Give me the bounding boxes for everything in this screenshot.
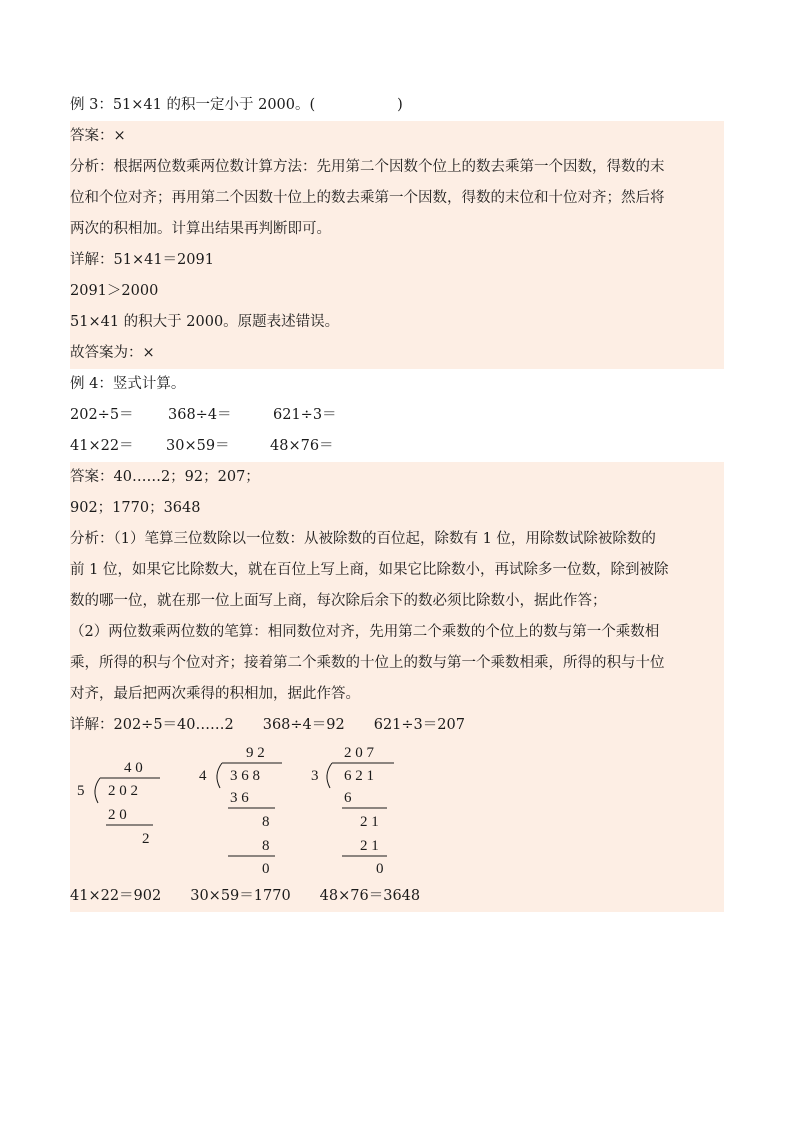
ex4-analysis-line: 对齐，最后把两次乘得的积相加，据此作答。 — [70, 679, 724, 710]
ex3-detail-line: 51×41 的积大于 2000。原题表述错误。 — [70, 307, 724, 338]
ex4-title: 例 4：竖式计算。 — [70, 376, 186, 392]
ex3-question — [70, 90, 724, 121]
dividend: 6 2 1 — [344, 768, 374, 784]
ex4-analysis-line: 前 1 位，如果它比除数大，就在百位上写上商，如果它比除数小，再试除多一位数，除到被除 — [70, 555, 724, 586]
ex3-answer: 答案：× — [70, 121, 724, 152]
ex4-analysis-line: 数的哪一位，就在那一位上面写上商，每次除后余下的数必须比除数小，据此作答； — [70, 586, 724, 617]
ex3-analysis-line: 分析：根据两位数乘两位数计算方法：先用第二个因数个位上的数去乘第一个因数，得数的末 — [70, 152, 724, 183]
long-division-area — [70, 741, 724, 881]
ex4-products: 41×22＝902 30×59＝1770 48×76＝3648 — [70, 881, 724, 912]
quotient: 9 2 — [246, 745, 265, 761]
ex4-detail: 详解：202÷5＝40……2 368÷4＝92 621÷3＝207 — [70, 710, 724, 741]
ex4-analysis-line: 分析：（1）笔算三位数除以一位数：从被除数的百位起，除数有 1 位，用除数试除被除数的 — [70, 524, 724, 555]
problem: 48×76＝ — [270, 438, 334, 454]
divisor: 4 — [199, 768, 207, 784]
bring-down: 8 — [262, 814, 270, 830]
division-bracket — [95, 778, 100, 803]
long-division-202-by-5 — [77, 760, 160, 847]
subtrahend: 2 1 — [360, 838, 379, 854]
remainder: 0 — [376, 861, 384, 877]
ex3-question-text: 例 3：51×41 的积一定小于 2000。( — [70, 97, 316, 113]
quotient: 4 0 — [124, 760, 143, 776]
document-page — [70, 90, 724, 912]
ex4-analysis-line: 乘，所得的积与个位对齐；接着第二个乘数的十位上的数与第一个乘数相乘，所得的积与十位 — [70, 648, 724, 679]
remainder: 0 — [262, 861, 270, 877]
subtrahend: 8 — [262, 838, 270, 854]
quotient: 2 0 7 — [344, 745, 374, 761]
divisor: 3 — [311, 768, 319, 784]
dividend: 2 0 2 — [108, 783, 138, 799]
ex4-problems-row — [70, 431, 724, 462]
ex3-detail-line: 2091＞2000 — [70, 276, 724, 307]
subtrahend: 6 — [344, 790, 352, 806]
problem: 30×59＝ — [166, 438, 230, 454]
long-division-figure — [70, 741, 724, 881]
problem: 368÷4＝ — [168, 407, 232, 423]
division-bracket — [327, 763, 332, 788]
ex3-analysis-line: 位和个位对齐；再用第二个因数十位上的数去乘第一个因数，得数的末位和十位对齐；然后将 — [70, 183, 724, 214]
ex3-detail-line: 故答案为：× — [70, 338, 724, 369]
division-bracket — [217, 763, 222, 788]
ex3-question-close: ) — [397, 97, 403, 113]
ex3-detail-line: 详解：51×41＝2091 — [70, 245, 724, 276]
dividend: 3 6 8 — [230, 768, 260, 784]
long-division-368-by-4 — [199, 745, 282, 877]
divisor: 5 — [77, 783, 85, 799]
problem: 202÷5＝ — [70, 407, 134, 423]
ex4-answer-line: 902；1770；3648 — [70, 493, 724, 524]
ex3-analysis-line: 两次的积相加。计算出结果再判断即可。 — [70, 214, 724, 245]
problem: 41×22＝ — [70, 438, 134, 454]
ex4-answer-line: 答案：40……2；92；207； — [70, 462, 724, 493]
ex4-analysis-line: （2）两位数乘两位数的笔算：相同数位对齐，先用第二个乘数的个位上的数与第一个乘数相 — [70, 617, 724, 648]
subtrahend: 3 6 — [230, 790, 249, 806]
ex4-problems-row — [70, 400, 724, 431]
problem: 621÷3＝ — [273, 407, 337, 423]
remainder: 2 — [142, 831, 150, 847]
bring-down: 2 1 — [360, 814, 379, 830]
subtrahend: 2 0 — [108, 807, 127, 823]
long-division-621-by-3 — [311, 745, 394, 877]
